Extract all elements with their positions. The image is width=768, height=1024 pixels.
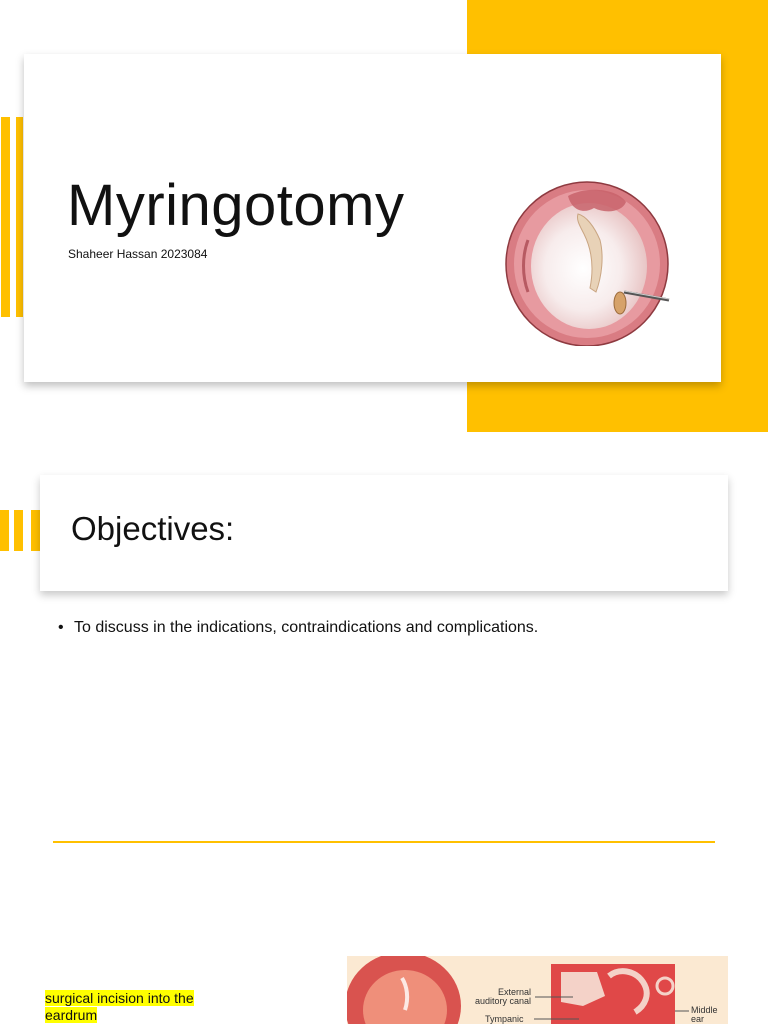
eardrum-incision-icon — [476, 116, 676, 346]
label-external-canal: External auditory canal — [474, 987, 531, 1006]
accent-bar — [1, 117, 10, 317]
accent-bar — [0, 510, 9, 551]
slide-title: Myringotomy — [67, 173, 405, 238]
label-tympanic: Tympanic — [485, 1014, 524, 1024]
bullet-text: To discuss in the indications, contraindications and complications. — [74, 619, 539, 636]
highlighted-definition: surgical incision into the eardrum — [45, 990, 194, 1023]
bullet-icon: • — [58, 619, 64, 636]
ear-anatomy-icon — [347, 956, 728, 1024]
label-middle-ear: Middle ear — [691, 1005, 718, 1024]
ear-anatomy-diagram — [347, 956, 728, 1024]
author-line: Shaheer Hassan 2023084 — [68, 247, 208, 261]
accent-bar — [14, 510, 23, 551]
title-card — [24, 54, 721, 382]
objectives-heading: Objectives: — [71, 510, 235, 547]
accent-bar — [16, 117, 23, 317]
definition-text — [45, 990, 207, 1024]
accent-bar — [31, 510, 40, 551]
objectives-header-card — [40, 475, 728, 591]
accent-divider — [53, 841, 715, 843]
list-item — [58, 619, 538, 637]
